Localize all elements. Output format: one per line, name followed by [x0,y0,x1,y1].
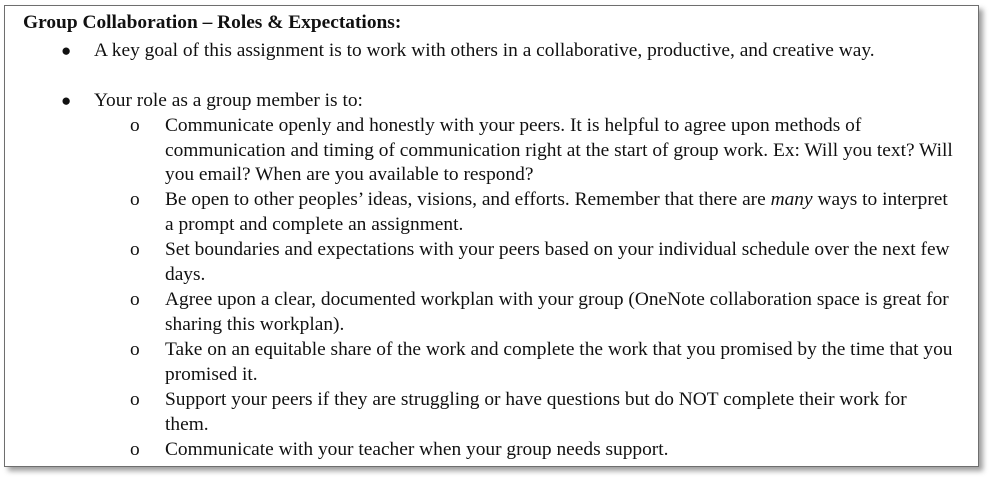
subitem-communicate [130,114,955,188]
bullet-marker: ● [61,41,72,60]
subitem-text: Take on an equitable share of the work and complete the work that you promised by the time that you promised it. [165,339,953,385]
subitem-text: Set boundaries and expectations with your peers based on your individual schedule over the next few days. [165,239,950,285]
bullet-text: A key goal of this assignment is to work with others in a collaborative, productive, and creative way. [94,40,875,61]
subitem-text-pre: Be open to other peoples’ ideas, visions, and efforts. Remember that there are [165,189,771,210]
subitem-support [130,388,955,437]
circle-marker: o [130,289,140,310]
circle-marker: o [130,115,140,136]
subitem-text: Communicate openly and honestly with your peers. It is helpful to agree upon methods of communication and timing of communication right at the start of group work. Ex: Will you text? Will you email? When are you available to respond? [165,115,953,186]
subitem-text: Support your peers if they are struggling or have questions but do NOT complete their work for them. [165,389,907,435]
circle-marker: o [130,389,140,410]
bullet-item-goal [61,39,949,64]
section-heading: Group Collaboration – Roles & Expectations: [23,12,402,33]
subitem-text-post: ways to interpret a prompt and complete an assignment. [165,189,948,235]
subitem-text-emphasis: many [770,189,813,210]
subitem-teacher [130,438,955,463]
subitem-boundaries [130,238,955,287]
expectations-document [4,5,979,467]
bullet-item-role [61,89,949,114]
subitem-open [130,188,955,237]
circle-marker: o [130,339,140,360]
bullet-text: Your role as a group member is to: [94,90,363,111]
subitem-workplan [130,288,955,337]
circle-marker: o [130,439,140,460]
subitem-text: Communicate with your teacher when your group needs support. [165,439,669,460]
subitem-text: Agree upon a clear, documented workplan with your group (OneNote collaboration space is great for sharing this workplan). [165,289,949,335]
subitem-share [130,338,955,387]
bullet-marker: ● [61,91,72,110]
circle-marker: o [130,189,140,210]
circle-marker: o [130,239,140,260]
